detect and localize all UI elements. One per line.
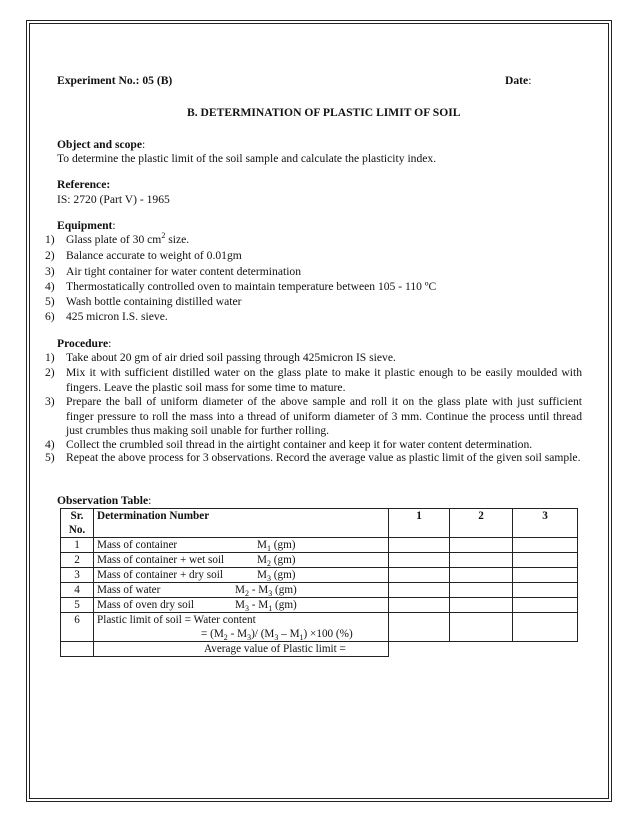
row-description: Mass of oven dry soil $M_3 - M_1$ (gm) (94, 598, 389, 613)
observation-heading: Observation Table: (57, 494, 152, 507)
equipment-text: Air tight container for water content determination (66, 265, 302, 278)
cell-trial-2 (450, 598, 513, 613)
observation-table (60, 508, 578, 657)
object-heading: Object and scope: (57, 138, 146, 151)
cell-trial-3 (513, 613, 578, 642)
row-unit: $M_2 - M_3$ (gm) (235, 584, 297, 599)
cell-trial-3 (513, 553, 578, 568)
list-number: 5) (45, 295, 55, 308)
page-title: B. DETERMINATION OF PLASTIC LIMIT OF SOIL (187, 106, 461, 119)
list-number: 2) (45, 249, 55, 262)
table-row-average (61, 642, 578, 657)
header-trial-2: 2 (450, 509, 513, 538)
row-unit: $M_2$ (gm) (257, 554, 296, 569)
row-sr: 6 (61, 613, 94, 642)
list-number: 5) (45, 451, 55, 464)
list-number: 1) (45, 351, 55, 364)
header-determination-number: Determination Number (94, 509, 389, 538)
row-unit: $M_3$ (gm) (257, 569, 296, 584)
cell-trial-2 (450, 538, 513, 553)
row-description: Mass of water $M_2 - M_3$ (gm) (94, 583, 389, 598)
table-row (61, 553, 578, 568)
list-number: 4) (45, 438, 55, 451)
reference-text: IS: 2720 (Part V) - 1965 (57, 193, 170, 206)
cell-trial-3 (513, 583, 578, 598)
procedure-text: Collect the crumbled soil thread in the airtight container and keep it for water content determination. (66, 438, 533, 451)
cell-trial-2 (450, 553, 513, 568)
date-field: Date: (505, 74, 532, 87)
procedure-text: Take about 20 gm of air dried soil passing through 425micron IS sieve. (66, 351, 396, 364)
row-formula (94, 613, 389, 642)
table-row (61, 538, 578, 553)
table-row (61, 598, 578, 613)
cell-trial-1 (389, 538, 450, 553)
list-number: 3) (45, 395, 55, 408)
cell-trial-3 (513, 568, 578, 583)
cell-trial-1 (389, 598, 450, 613)
cell-trial-2 (450, 613, 513, 642)
reference-heading: Reference: (57, 178, 111, 191)
row-unit: $M_3 - M_1$ (gm) (235, 599, 297, 614)
row-sr: 1 (61, 538, 94, 553)
object-text: To determine the plastic limit of the soil sample and calculate the plasticity index. (57, 152, 437, 165)
row-sr: 2 (61, 553, 94, 568)
cell-trial-2 (450, 583, 513, 598)
row-sr: 3 (61, 568, 94, 583)
cell-trial-1 (389, 568, 450, 583)
table-row (61, 568, 578, 583)
equipment-text: Balance accurate to weight of 0.01gm (66, 249, 242, 262)
formula-line-2: = $(M_2 - M_3)/$ $(M_3 - M_1) \times 100$ (%) (201, 628, 353, 643)
equipment-text: Glass plate of 30 $cm^2$ size. (66, 231, 190, 246)
table-header-row (61, 509, 578, 538)
list-number: 4) (45, 280, 55, 293)
row-unit: $M_1$ (gm) (257, 539, 296, 554)
procedure-text: Repeat the above process for 3 observations. Record the average value as plastic limit of the given soil sample. (66, 451, 581, 464)
cell-trial-1 (389, 613, 450, 642)
average-label: Average value of Plastic limit = (94, 642, 389, 657)
row-sr: 4 (61, 583, 94, 598)
header-trial-3: 3 (513, 509, 578, 538)
procedure-heading: Procedure: (57, 337, 112, 350)
list-number: 2) (45, 366, 55, 379)
experiment-number: Experiment No.: 05 (B) (57, 74, 173, 87)
row-description: Mass of container + dry soil $M_3$ (gm) (94, 568, 389, 583)
row-description: Mass of container + wet soil $M_2$ (gm) (94, 553, 389, 568)
equipment-heading: Equipment: (57, 219, 116, 232)
equipment-text: Thermostatically controlled oven to maintain temperature between 105 - 110 ºC (66, 280, 437, 293)
equipment-text: Wash bottle containing distilled water (66, 295, 242, 308)
list-number: 3) (45, 265, 55, 278)
average-blank (389, 642, 578, 657)
list-number: 1) (45, 233, 55, 246)
row-sr-empty (61, 642, 94, 657)
formula-line-1: Plastic limit of soil = Water content (97, 614, 256, 626)
cell-trial-3 (513, 598, 578, 613)
cell-trial-3 (513, 538, 578, 553)
header-sr-no: Sr. No. (61, 509, 94, 538)
table-row (61, 583, 578, 598)
cell-trial-1 (389, 583, 450, 598)
row-description: Mass of container $M_1$ (gm) (94, 538, 389, 553)
procedure-text: Mix it with sufficient distilled water on the glass plate to make it plastic enough to be easily moulded with fingers. Leave the plastic soil mass for some time to mature. (66, 366, 582, 394)
equipment-text: 425 micron I.S. sieve. (66, 310, 168, 323)
table-row-6 (61, 613, 578, 642)
cell-trial-2 (450, 568, 513, 583)
procedure-text: Prepare the ball of uniform diameter of the above sample and roll it on the glass plate with just sufficient finger pressure to roll the mass into a thread of uniform diameter of 3 mm. Continue the process until thread just crumbles thus making soil unable for further rolling. (66, 395, 582, 437)
cell-trial-1 (389, 553, 450, 568)
header-trial-1: 1 (389, 509, 450, 538)
list-number: 6) (45, 310, 55, 323)
row-sr: 5 (61, 598, 94, 613)
